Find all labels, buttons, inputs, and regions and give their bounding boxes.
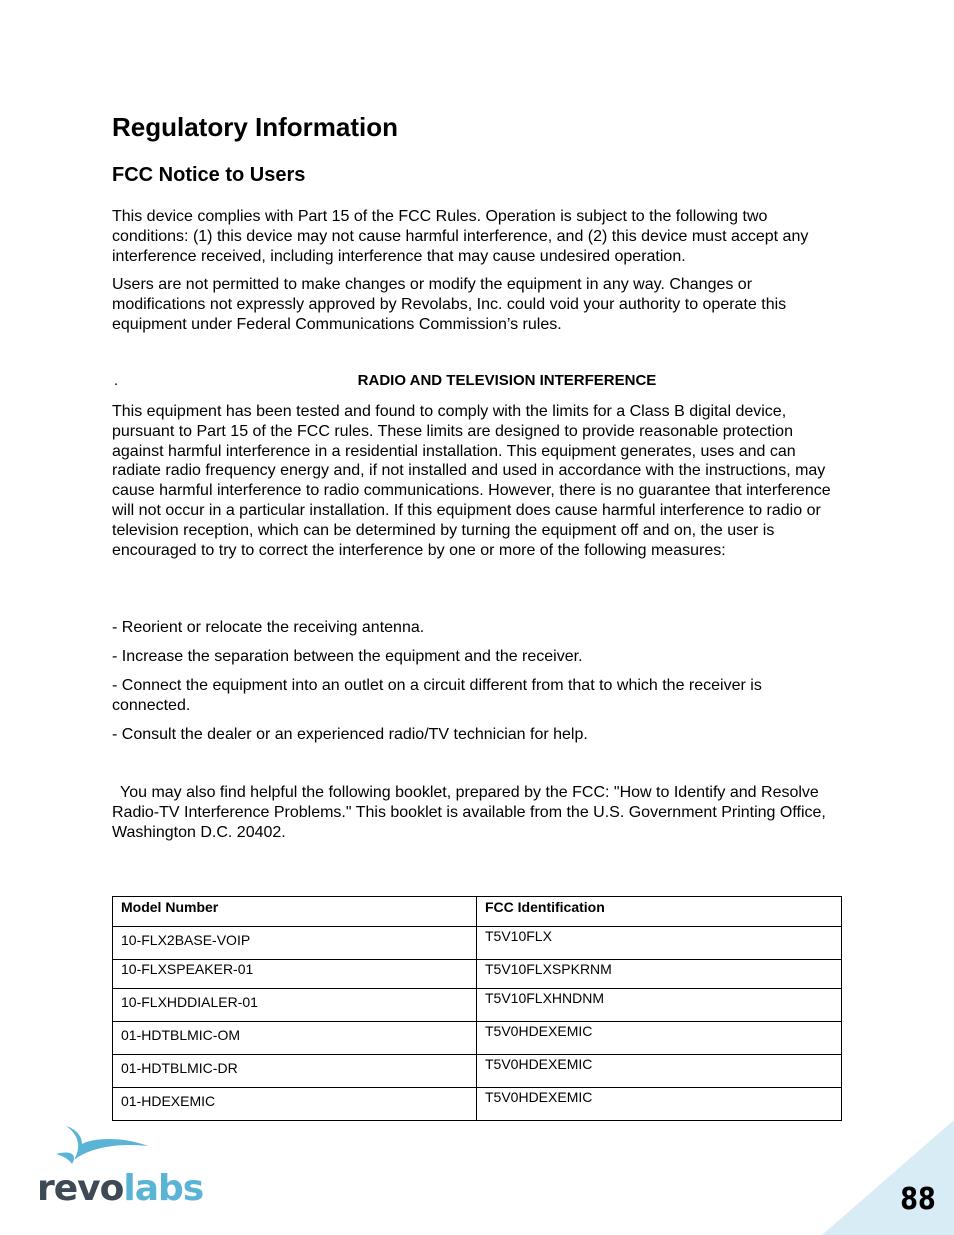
booklet-paragraph: You may also find helpful the following booklet, prepared by the FCC: "How to Identify and Resolve Radio-TV Interference Problems." This booklet is available from the U.S. Government Printing Office, Washington D.C. 20402. [112, 784, 826, 841]
measure-item: - Connect the equipment into an outlet on a circuit different from that to which the receiver is connected. [112, 677, 762, 714]
revolabs-logo [37, 1168, 203, 1209]
model-number-cell: 10-FLX2BASE-VOIP [113, 927, 477, 960]
fcc-id-table [112, 896, 842, 1121]
section-heading-fcc-notice: FCC Notice to Users [112, 164, 306, 186]
page-number: 88 [900, 1182, 936, 1217]
section-dot: . [114, 372, 119, 389]
interference-heading: RADIO AND TELEVISION INTERFERENCE [357, 372, 657, 389]
table-row [113, 927, 842, 960]
logo-labs: labs [123, 1168, 204, 1209]
measure-item: - Reorient or relocate the receiving antenna. [112, 619, 425, 636]
fcc-id-cell: T5V10FLXHNDNM [477, 989, 842, 1022]
fcc-id-cell: T5V10FLXSPKRNM [477, 960, 842, 989]
page-corner-decoration [822, 1120, 954, 1235]
model-number-cell: 10-FLXSPEAKER-01 [113, 960, 477, 989]
fcc-id-cell: T5V0HDEXEMIC [477, 1022, 842, 1055]
table-row [113, 960, 842, 989]
measure-item: - Increase the separation between the equipment and the receiver. [112, 648, 583, 665]
model-number-cell: 01-HDEXEMIC [113, 1088, 477, 1121]
table-row [113, 1022, 842, 1055]
table-row [113, 989, 842, 1022]
fcc-id-cell: T5V10FLX [477, 927, 842, 960]
modification-paragraph: Users are not permitted to make changes or modify the equipment in any way. Changes or modifications not expressly approved by Revolabs, Inc. could void your authority to operate this equipment under Federal Communications Commission’s rules. [112, 276, 787, 333]
interference-paragraph: This equipment has been tested and found to comply with the limits for a Class B digital device, pursuant to Part 15 of the FCC rules. These limits are designed to provide reasonable protection against harmful interference in a residential installation. This equipment generates, uses and can radiate radio frequency energy and, if not installed and used in accordance with the instructions, may cause harmful interference to radio communications. However, there is no guarantee that interference will not occur in a particular installation. If this equipment does cause harmful interference to radio or television reception, which can be determined by turning the equipment off and on, the user is encouraged to try to correct the interference by one or more of the following measures: [112, 403, 831, 559]
model-number-cell: 01-HDTBLMIC-OM [113, 1022, 477, 1055]
table-header-row [113, 897, 842, 927]
revolabs-fin-icon [52, 1124, 152, 1168]
logo-revo: revo [37, 1168, 124, 1209]
column-header-model: Model Number [113, 897, 477, 927]
page-title: Regulatory Information [112, 112, 399, 142]
compliance-paragraph: This device complies with Part 15 of the FCC Rules. Operation is subject to the following two conditions: (1) this device may not cause harmful interference, and (2) this device must accept any interference received, including interference that may cause undesired operation. [112, 208, 809, 265]
table-row [113, 1055, 842, 1088]
model-number-cell: 01-HDTBLMIC-DR [113, 1055, 477, 1088]
table-row [113, 1088, 842, 1121]
fcc-id-cell: T5V0HDEXEMIC [477, 1055, 842, 1088]
model-number-cell: 10-FLXHDDIALER-01 [113, 989, 477, 1022]
measure-item: - Consult the dealer or an experienced radio/TV technician for help. [112, 726, 588, 743]
column-header-fcc-id: FCC Identification [477, 897, 842, 927]
fcc-id-cell: T5V0HDEXEMIC [477, 1088, 842, 1121]
